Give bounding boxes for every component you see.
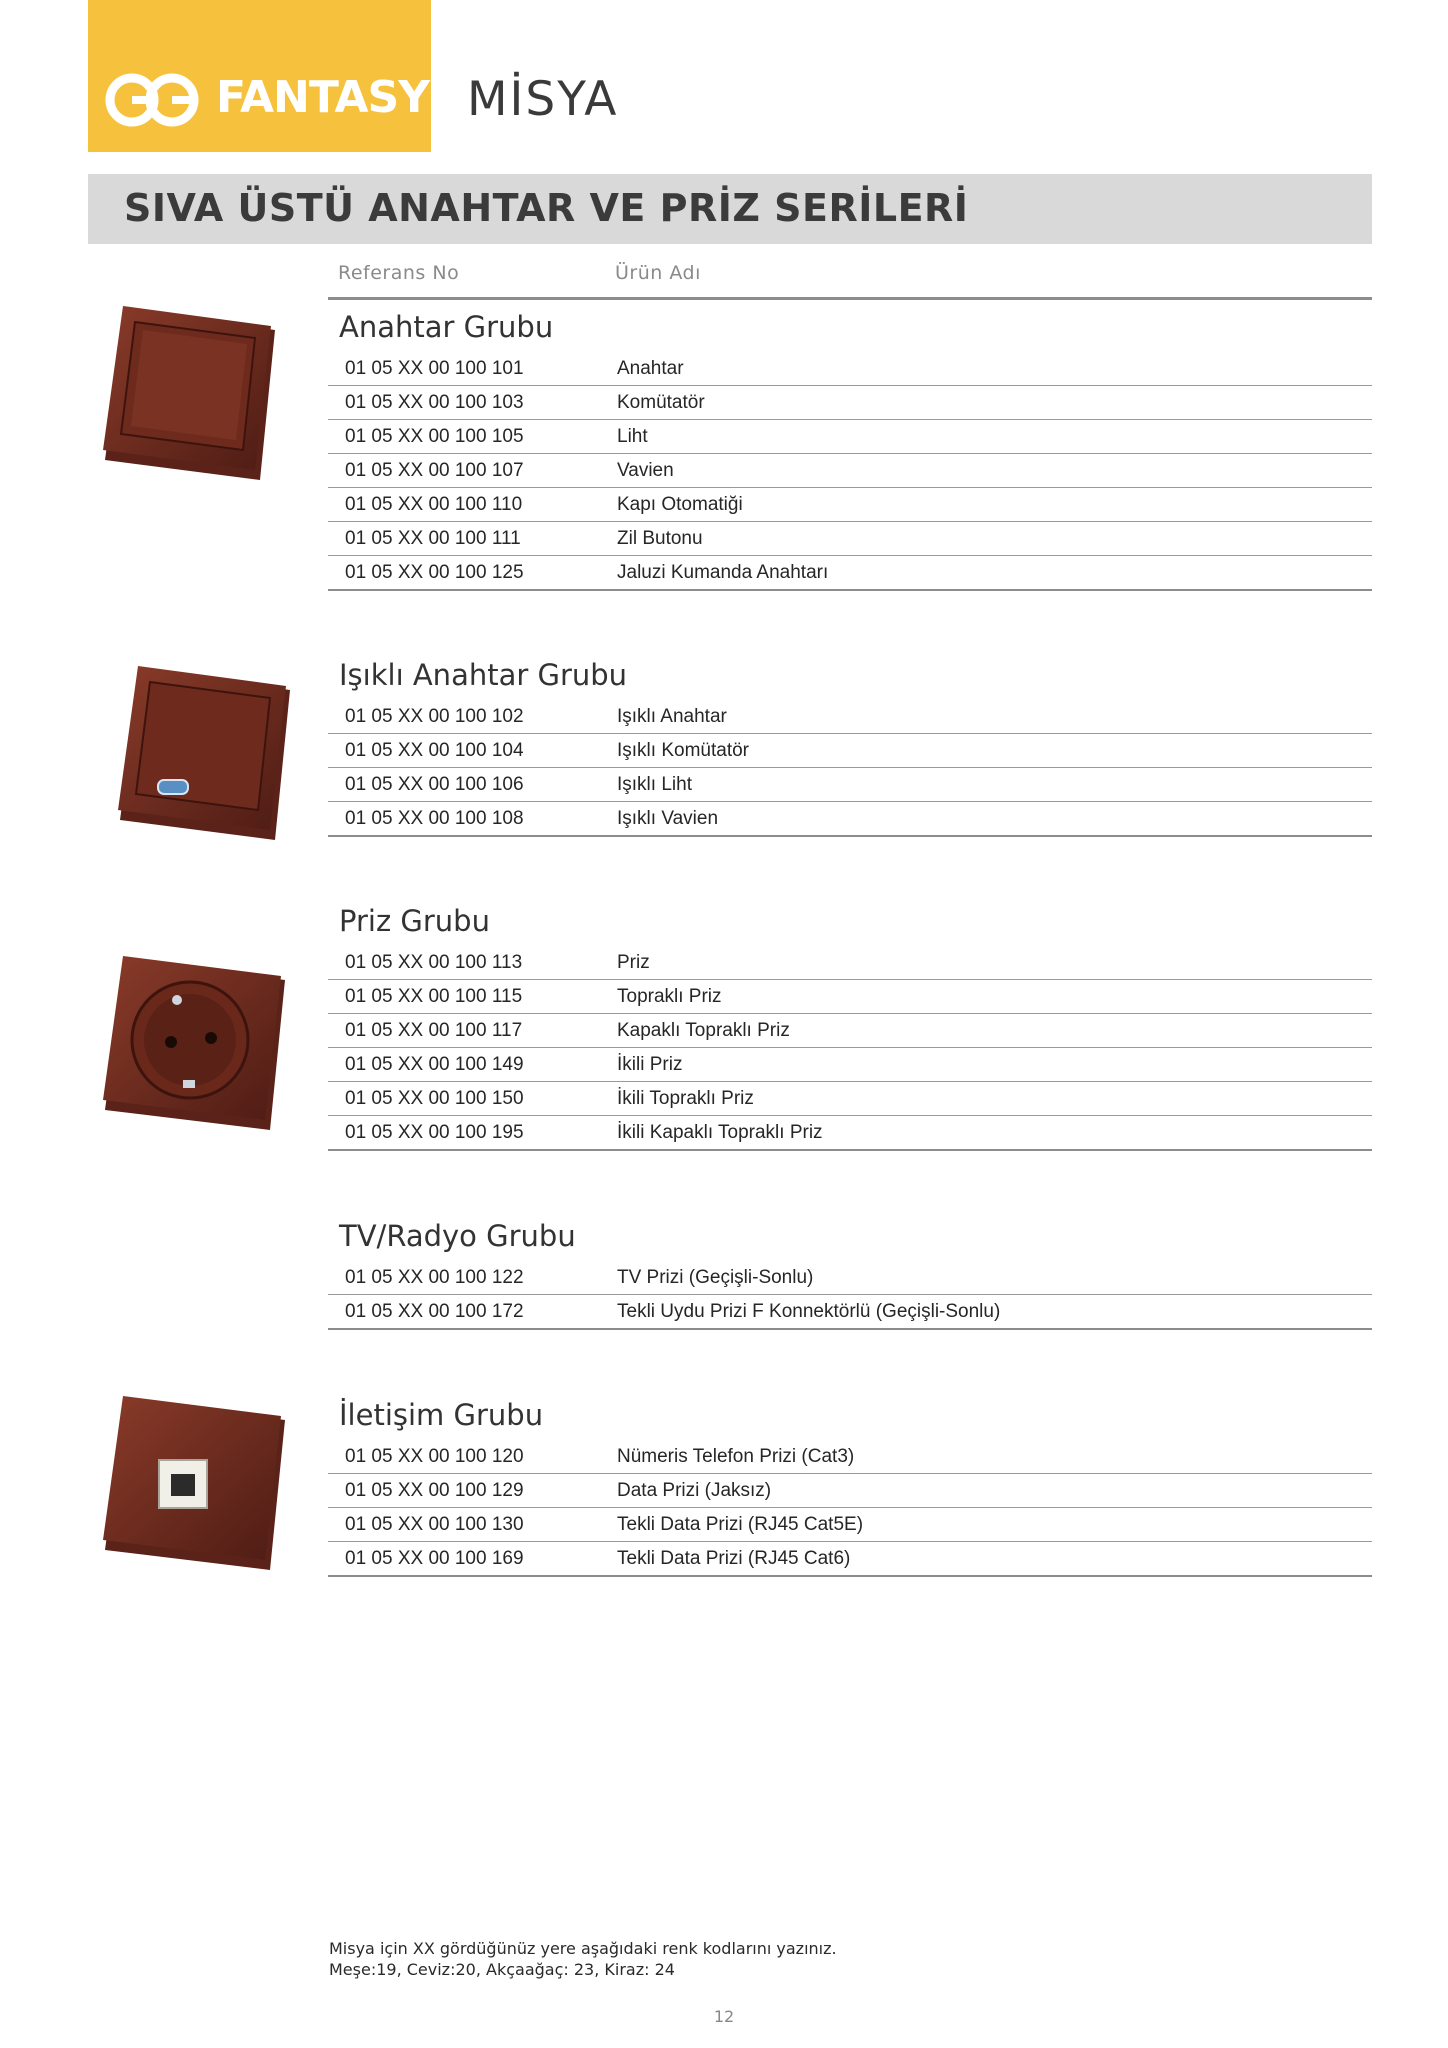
reference-number: 01 05 XX 00 100 113 (345, 952, 523, 973)
column-header-name: Ürün Adı (615, 262, 701, 284)
fantasy-logo-icon (104, 70, 204, 130)
product-name: Tekli Uydu Prizi F Konnektörlü (Geçişli-Sonlu) (617, 1301, 1001, 1322)
table-row (328, 352, 1372, 386)
table-row (328, 522, 1372, 556)
group-rows (328, 1261, 1372, 1330)
table-row (328, 1082, 1372, 1116)
column-header-ref: Referans No (338, 262, 460, 284)
product-name: Kapı Otomatiği (617, 494, 743, 515)
product-name: Tekli Data Prizi (RJ45 Cat6) (617, 1548, 851, 1569)
product-name: Anahtar (617, 358, 684, 379)
product-name: İkili Priz (617, 1054, 683, 1075)
product-name: Işıklı Vavien (617, 808, 719, 829)
page-title: SIVA ÜSTÜ ANAHTAR VE PRİZ SERİLERİ (124, 186, 969, 230)
reference-number: 01 05 XX 00 100 120 (345, 1446, 524, 1467)
reference-number: 01 05 XX 00 100 103 (345, 392, 524, 413)
product-name: TV Prizi (Geçişli-Sonlu) (617, 1267, 814, 1288)
reference-number: 01 05 XX 00 100 115 (345, 986, 523, 1007)
reference-number: 01 05 XX 00 100 108 (345, 808, 524, 829)
reference-number: 01 05 XX 00 100 195 (345, 1122, 524, 1143)
group-isikli-anahtar (328, 650, 1372, 837)
reference-number: 01 05 XX 00 100 169 (345, 1548, 524, 1569)
table-row (328, 700, 1372, 734)
product-name: Priz (617, 952, 650, 973)
reference-number: 01 05 XX 00 100 110 (345, 494, 523, 515)
table-row (328, 1295, 1372, 1330)
product-name: Komütatör (617, 392, 705, 413)
table-row (328, 420, 1372, 454)
reference-number: 01 05 XX 00 100 122 (345, 1267, 524, 1288)
table-row (328, 386, 1372, 420)
brand-name: FANTASY (216, 72, 430, 123)
table-row (328, 556, 1372, 591)
group-anahtar (328, 302, 1372, 591)
reference-number: 01 05 XX 00 100 129 (345, 1480, 524, 1501)
reference-number: 01 05 XX 00 100 101 (345, 358, 524, 379)
group-title: İletişim Grubu (339, 1398, 544, 1432)
data-socket-product-image (95, 1390, 295, 1580)
table-row (328, 980, 1372, 1014)
table-row (328, 1440, 1372, 1474)
reference-number: 01 05 XX 00 100 117 (345, 1020, 523, 1041)
group-title: Priz Grubu (339, 904, 490, 938)
reference-number: 01 05 XX 00 100 172 (345, 1301, 524, 1322)
group-priz (328, 896, 1372, 1151)
product-name: Işıklı Anahtar (617, 706, 727, 727)
product-name: Zil Butonu (617, 528, 703, 549)
reference-number: 01 05 XX 00 100 102 (345, 706, 524, 727)
table-row (328, 488, 1372, 522)
reference-number: 01 05 XX 00 100 106 (345, 774, 524, 795)
indicator-light-icon (158, 780, 188, 794)
group-rows (328, 700, 1372, 837)
reference-number: 01 05 XX 00 100 105 (345, 426, 524, 447)
header-divider (328, 297, 1372, 300)
footer-line-1: Misya için XX gördüğünüz yere aşağıdaki renk kodlarını yazınız. (329, 1939, 837, 1958)
color-code-note (329, 1938, 837, 1980)
product-name: Işıklı Liht (617, 774, 692, 795)
brand-logo (88, 0, 431, 152)
product-name: Vavien (617, 460, 674, 481)
reference-number: 01 05 XX 00 100 104 (345, 740, 524, 761)
group-rows (328, 946, 1372, 1151)
group-rows (328, 1440, 1372, 1577)
page-number: 12 (713, 2007, 735, 2026)
socket-product-image (95, 950, 295, 1140)
group-rows (328, 352, 1372, 591)
product-name: Işıklı Komütatör (617, 740, 749, 761)
table-row (328, 1542, 1372, 1577)
table-row (328, 946, 1372, 980)
reference-number: 01 05 XX 00 100 111 (345, 528, 521, 549)
table-row (328, 1474, 1372, 1508)
section-banner (88, 174, 1372, 244)
group-title: Işıklı Anahtar Grubu (339, 658, 628, 692)
table-row (328, 1048, 1372, 1082)
group-title: Anahtar Grubu (339, 310, 554, 344)
illuminated-switch-product-image (110, 660, 300, 850)
table-row (328, 802, 1372, 837)
group-iletisim (328, 1390, 1372, 1577)
reference-number: 01 05 XX 00 100 107 (345, 460, 524, 481)
product-name: Tekli Data Prizi (RJ45 Cat5E) (617, 1514, 864, 1535)
group-tv-radyo (328, 1211, 1372, 1330)
switch-product-image (95, 300, 285, 490)
reference-number: 01 05 XX 00 100 150 (345, 1088, 524, 1109)
table-row (328, 1508, 1372, 1542)
reference-number: 01 05 XX 00 100 125 (345, 562, 524, 583)
table-row (328, 1261, 1372, 1295)
product-name: Nümeris Telefon Prizi (Cat3) (617, 1446, 855, 1467)
group-title: TV/Radyo Grubu (339, 1219, 576, 1253)
series-name: MİSYA (467, 72, 619, 127)
reference-number: 01 05 XX 00 100 149 (345, 1054, 524, 1075)
table-row (328, 734, 1372, 768)
product-name: Data Prizi (Jaksız) (617, 1480, 772, 1501)
product-name: Jaluzi Kumanda Anahtarı (617, 562, 829, 583)
product-name: Kapaklı Topraklı Priz (617, 1020, 790, 1041)
product-name: İkili Kapaklı Topraklı Priz (617, 1122, 823, 1143)
product-name: Liht (617, 426, 648, 447)
table-row (328, 768, 1372, 802)
table-row (328, 1014, 1372, 1048)
product-name: İkili Topraklı Priz (617, 1088, 754, 1109)
reference-number: 01 05 XX 00 100 130 (345, 1514, 524, 1535)
footer-line-2: Meşe:19, Ceviz:20, Akçaağaç: 23, Kiraz: 24 (329, 1960, 675, 1979)
table-row (328, 454, 1372, 488)
table-row (328, 1116, 1372, 1151)
product-name: Topraklı Priz (617, 986, 722, 1007)
